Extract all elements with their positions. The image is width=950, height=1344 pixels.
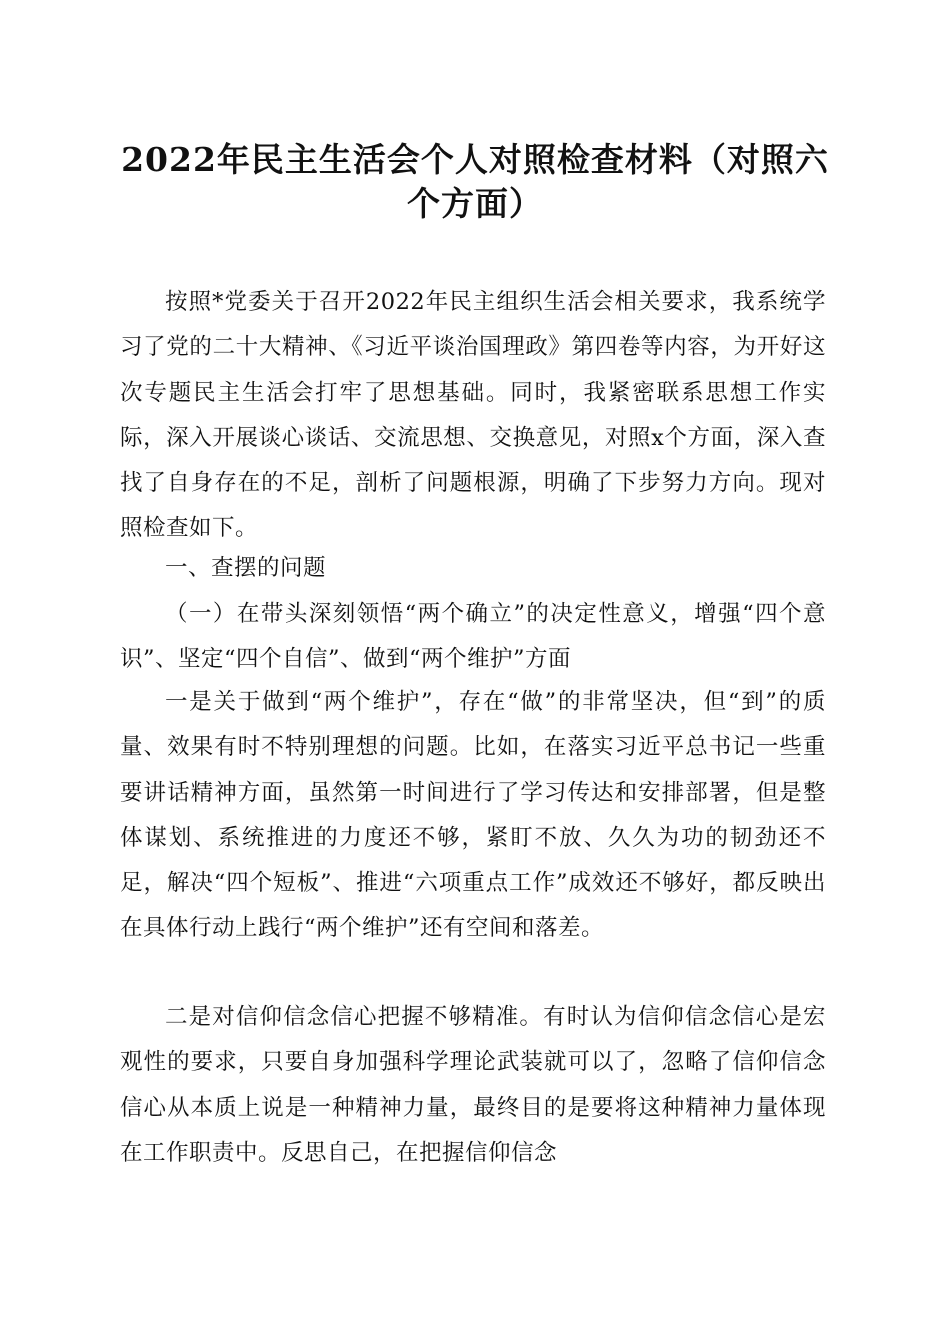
document-title: 2022年民主生活会个人对照检查材料（对照六个方面）: [121, 140, 829, 223]
intro-paragraph: 按照*党委关于召开2022年民主组织生活会相关要求，我系统学习了党的二十大精神、《习近平谈治国理政》第四卷等内容，为开好这次专题民主生活会打牢了思想基础。同时，我紧密联系思想工作实际，深入开展谈心谈话、交流思想、交换意见，对照x个方面，深入查找了自身存在的不足，剖析了问题根源，明确了下步努力方向。现对照检查如下。: [120, 289, 826, 542]
subsection-heading: （一）在带头深刻领悟“两个确立”的决定性意义，增强“四个意识”、坚定“四个自信”、做到“两个维护”方面: [120, 601, 826, 673]
point-two-paragraph: 二是对信仰信念信心把握不够精准。有时认为信仰信念信心是宏观性的要求，只要自身加强科学理论武装就可以了，忽略了信仰信念信心从本质上说是一种精神力量，最终目的是要将这种精神力量体现在工作职责中。反思自己，在把握信仰信念: [120, 1004, 826, 1166]
section-heading: 一、查摆的问题: [165, 555, 327, 581]
point-one-paragraph: 一是关于做到“两个维护”，存在“做”的非常坚决，但“到”的质量、效果有时不特别理想的问题。比如，在落实习近平总书记一些重要讲话精神方面，虽然第一时间进行了学习传达和安排部署，但是整体谋划、系统推进的力度还不够，紧盯不放、久久为功的韧劲还不足，解决“四个短板”、推进“六项重点工作”成效还不够好，都反映出在具体行动上践行“两个维护”还有空间和落差。: [120, 689, 826, 942]
